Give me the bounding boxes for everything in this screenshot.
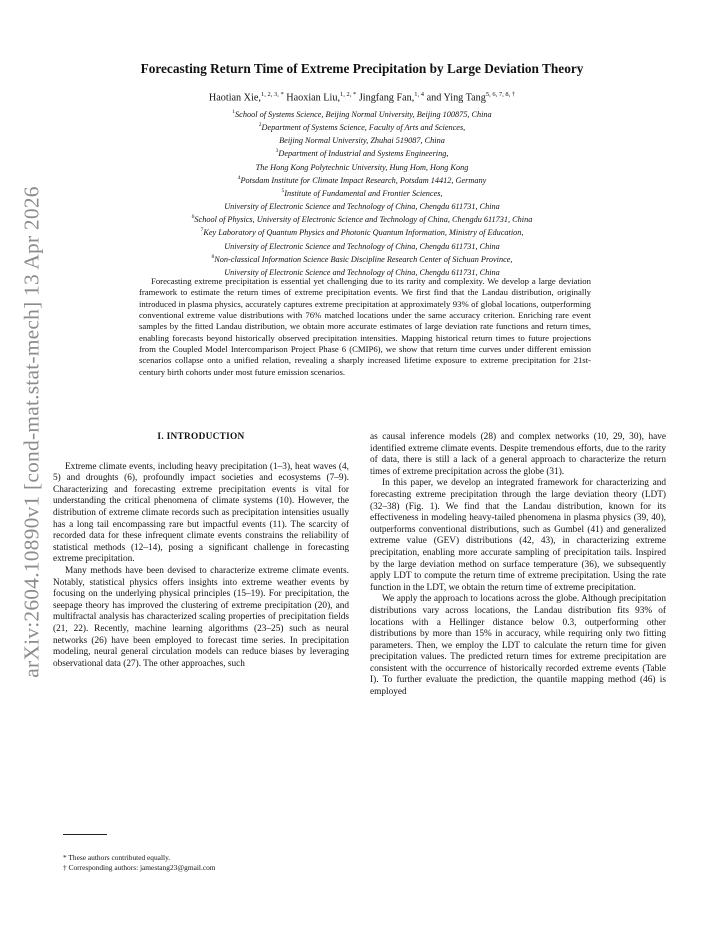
affiliation-text: Potsdam Institute for Climate Impact Research, Potsdam 14412, Germany bbox=[240, 175, 487, 185]
body-paragraph: In this paper, we develop an integrated framework for characterizing and forecasting extreme precipitation through the large deviation theory (LDT) (32–38) (Fig. 1). We find that the Landau distribution, known for its effectiveness in modeling heavy-tailed phenomena in plasma physics (39, 40), outperforms conventional distributions, such as Gumbel (41) and generalized extreme value (GEV) distributions (42, 43), in characterizing extreme precipitation, enabling more accurate sampling of precipitation tails. Inspired by the large deviation method on surface temperature (36), we subsequently apply LDT to compute the return time of extreme precipitation. Using the rate function in the LDT, we obtain the return time of extreme precipitation. bbox=[370, 478, 666, 593]
affiliation-line bbox=[60, 252, 664, 265]
author-affil-marks: 1, 2, * bbox=[340, 91, 357, 98]
affiliation-mark: 6 bbox=[191, 214, 195, 221]
affiliation-mark: 2 bbox=[258, 122, 262, 129]
author-name: Jingfang Fan, bbox=[358, 92, 415, 104]
arxiv-stamp bbox=[12, 182, 52, 682]
author-affil-marks: 1, 2, 3, * bbox=[260, 91, 284, 98]
arxiv-stamp-text: arXiv:2604.10890v1 [cond-mat.stat-mech] 13 Apr 2026 bbox=[19, 186, 44, 678]
right-column bbox=[370, 432, 666, 699]
body-paragraph: as causal inference models (28) and complex networks (10, 29, 30), have identified extreme climate events. Despite tremendous efforts, due to the rarity of data, there is still a lack of a general approach to characterize the return times of extreme precipitation across the globe (31). bbox=[370, 432, 666, 477]
abstract: Forecasting extreme precipitation is essential yet challenging due to its rarity and complexity. We develop a large deviation framework to estimate the return times of extreme precipitation events. We first find that the Landau distribution, originally introduced in plasma physics, accurately captures extreme precipitation at approximately 93% of global locations, outperforming conventional extreme value distributions with 76% matched locations under the same accuracy criterion. Enriching rare event samples by the fitted Landau distribution, we obtain more accurate estimates of large deviation rate functions and return times, enabling forecasts beyond historically observed precipitation intensities. Mapping historical return times to future projections from the Coupled Model Intercomparison Project Phase 6 (CMIP6), we show that return time curves under different emission scenarios collapse onto a unified relation, revealing a sharply increased lifetime exposure to extreme precipitation for 21st-century birth cohorts under most future emission scenarios. bbox=[139, 276, 591, 377]
affiliation-text: School of Systems Science, Beijing Normal University, Beijing 100875, China bbox=[235, 109, 492, 119]
affiliation-mark: 8 bbox=[211, 253, 215, 260]
footnotes bbox=[63, 853, 353, 873]
author-affil-marks: 5, 6, 7, 8, † bbox=[485, 91, 516, 98]
affiliation-line bbox=[60, 120, 664, 133]
affiliation-line bbox=[60, 173, 664, 186]
affiliation-mark: 7 bbox=[200, 227, 204, 234]
affiliation-text: University of Electronic Science and Technology of China, Chengdu 611731, China bbox=[224, 241, 500, 251]
affiliation-mark: 4 bbox=[237, 174, 241, 181]
footnote: * These authors contributed equally. bbox=[63, 853, 171, 862]
affiliation-line bbox=[60, 133, 664, 146]
affiliation-text: School of Physics, University of Electronic Science and Technology of China, Chengdu 611731, China bbox=[194, 215, 533, 224]
affiliation-line bbox=[60, 225, 664, 238]
author-name: Haotian Xie, bbox=[208, 92, 261, 104]
affiliation-list bbox=[60, 107, 664, 278]
affiliation-line bbox=[60, 199, 664, 212]
body-paragraph: Extreme climate events, including heavy precipitation (1–3), heat waves (4, 5) and droughts (6), profoundly impact societies and ecosystems (7–9). Characterizing and forecasting extreme precipitation events is vital for understanding the critical phenomena of climate systems (10). However, the distribution of extreme climate records such as precipitation intensities usually has a long tail encompassing rare but impactful events (11). The scarcity of recorded data for these infrequent climate events constrains the reliability of statistical methods (12–14), posing a significant challenge in forecasting extreme precipitation. bbox=[53, 461, 349, 565]
affiliation-mark: 5 bbox=[281, 187, 285, 194]
section-heading: I. INTRODUCTION bbox=[157, 432, 245, 442]
author-affil-marks: 1, 4 bbox=[414, 91, 425, 98]
affiliation-text: Beijing Normal University, Zhuhai 519087, China bbox=[279, 136, 445, 146]
affiliation-text: Department of Systems Science, Faculty of Arts and Sciences, bbox=[261, 122, 466, 132]
body-paragraph: Many methods have been devised to characterize extreme climate events. Notably, statistical physics offers insights into extreme weather events by focusing on the underlying physical principles (15–19). For precipitation, the seepage theory has improved the clustering of extreme precipitation (20), and multifractal analysis has characterized scaling properties of precipitation fields (21, 22). Recently, machine learning algorithms (23–25) such as neural networks (26) have been employed to forecast time series. In precipitation modeling, neural general circulation models can reduce biases by leveraging observational data (27). The other approaches, such bbox=[53, 565, 349, 669]
footnote-rule bbox=[63, 834, 107, 835]
footnote: † Corresponding authors: jamestang23@gmail.com bbox=[63, 863, 216, 872]
affiliation-line bbox=[60, 160, 664, 173]
author-list bbox=[60, 91, 664, 103]
left-column bbox=[53, 432, 349, 670]
affiliation-text: Non-classical Information Science Basic Discipline Research Center of Sichuan Province, bbox=[214, 254, 513, 264]
affiliation-text: University of Electronic Science and Technology of China, Chengdu 611731, China bbox=[224, 201, 500, 211]
paper-title: Forecasting Return Time of Extreme Precipitation by Large Deviation Theory bbox=[140, 61, 584, 76]
affiliation-line bbox=[60, 186, 664, 199]
body-paragraph: We apply the approach to locations across the globe. Although precipitation distributions vary across locations, the Landau distribution fits 93% of locations with a Hellinger distance below 0.3, outperforming other distributions by more than 15% in accuracy, while requiring only two fitting parameters. Then, we employ the LDT to calculate the return time for given precipitation values. The predicted return times for extreme precipitation are consistent with the occurrence of historically recorded extreme events (Table I). To further evaluate the prediction, the quantile mapping method (46) is employed bbox=[370, 594, 666, 698]
author-name: Haoxian Liu, bbox=[286, 92, 341, 104]
affiliation-mark: 1 bbox=[232, 109, 236, 115]
affiliation-line bbox=[60, 239, 664, 252]
affiliation-mark: 3 bbox=[275, 148, 279, 155]
affiliation-line bbox=[60, 107, 664, 120]
affiliation-line bbox=[60, 146, 664, 159]
affiliation-text: Key Laboratory of Quantum Physics and Photonic Quantum Information, Ministry of Education, bbox=[203, 228, 524, 238]
author-name: and Ying Tang bbox=[426, 92, 486, 104]
affiliation-text: The Hong Kong Polytechnic University, Hung Hom, Hong Kong bbox=[255, 162, 469, 172]
affiliation-text: Institute of Fundamental and Frontier Sciences, bbox=[284, 188, 443, 198]
affiliation-line bbox=[60, 212, 664, 225]
affiliation-text: Department of Industrial and Systems Engineering, bbox=[278, 149, 449, 159]
affiliation-text: University of Electronic Science and Technology of China, Chengdu 611731, China bbox=[224, 267, 500, 277]
